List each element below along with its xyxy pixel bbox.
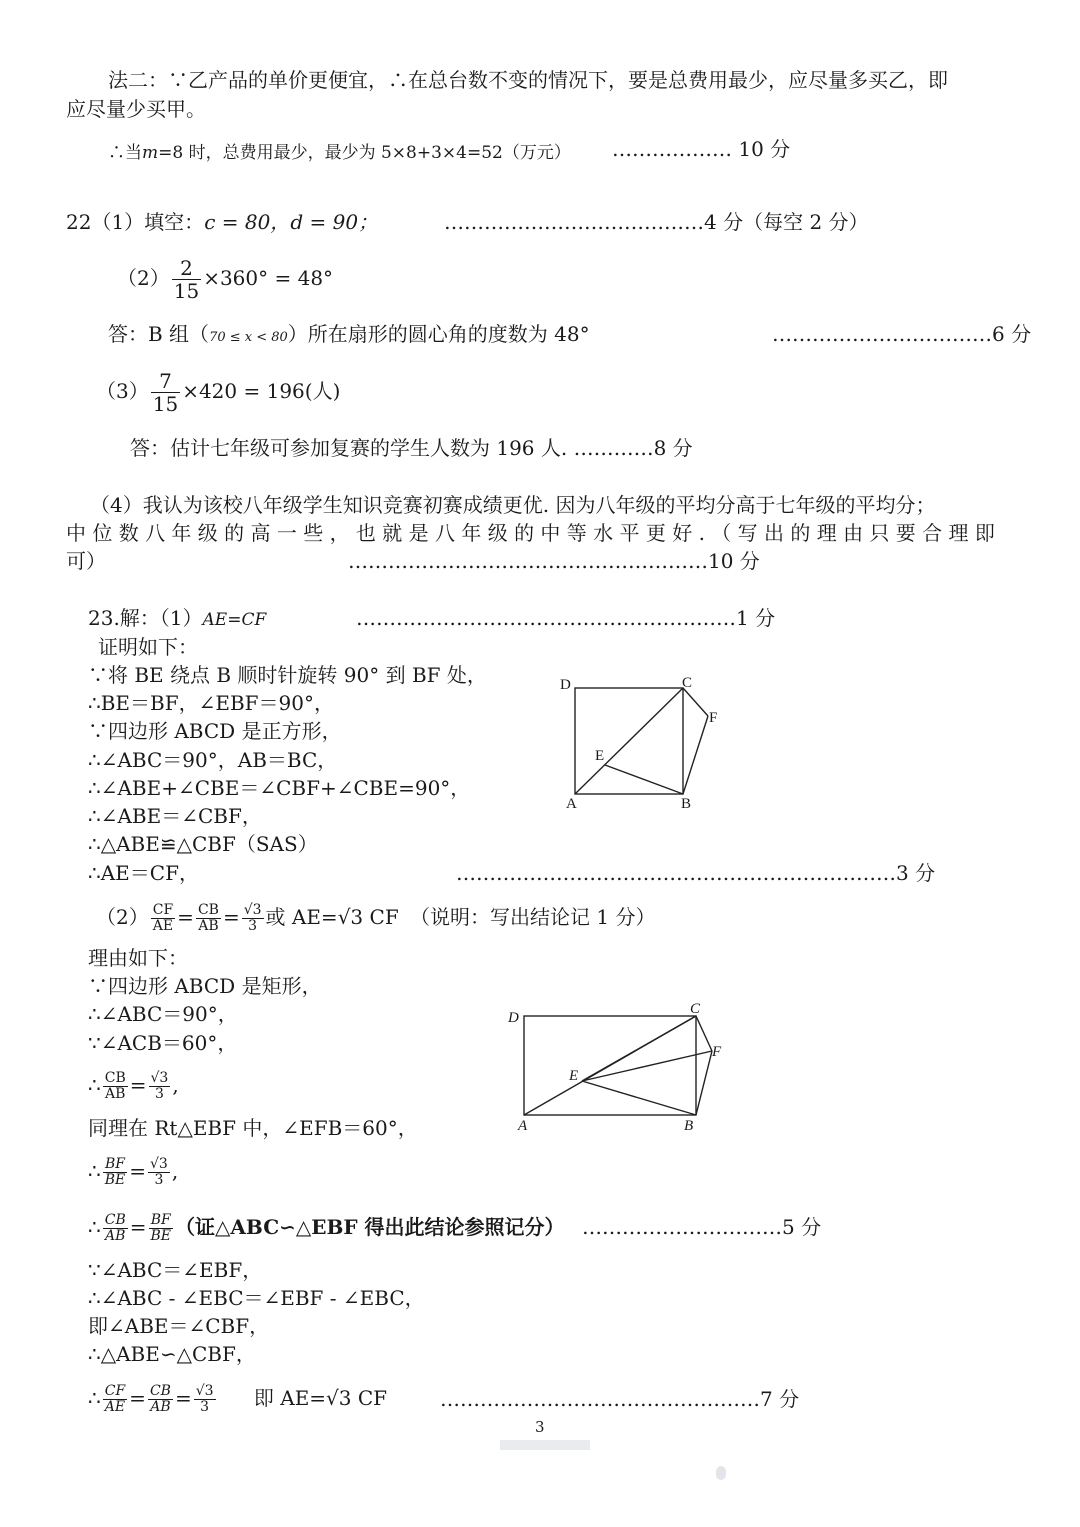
fig2-label-d: D <box>508 1010 519 1026</box>
fig1-label-d: D <box>560 677 571 693</box>
q22-part4-score: ………………………………………………10 分 <box>348 549 760 573</box>
q23-head-score: …………………………………………………1 分 <box>356 606 776 630</box>
method2-line3: ∴当m=8 时，总费用最少，最少为 5×8+3×4=52（万元） <box>108 143 571 163</box>
q23-s4: ∴∠ABC＝90°，AB＝BC， <box>88 748 338 772</box>
method2-line2: 应尽量少买甲。 <box>66 97 206 121</box>
fig1-label-f: F <box>709 710 718 726</box>
page-number: 3 <box>535 1418 545 1436</box>
q22-part2-answer: 答：B 组（70 ≤ x < 80）所在扇形的圆心角的度数为 48° <box>108 322 590 346</box>
q23-s7: ∴△ABE≌△CBF（SAS） <box>88 832 318 856</box>
q23-r5: 同理在 Rt△EBF 中，∠EFB＝60°， <box>88 1116 418 1140</box>
method2-score: ……………… 10 分 <box>612 137 791 161</box>
fig1-label-c: C <box>682 675 693 691</box>
q23-r9: ∴∠ABC - ∠EBC＝∠EBF - ∠EBC， <box>88 1286 425 1310</box>
rectangle-figure <box>502 1000 738 1136</box>
fig2-label-f: F <box>712 1044 722 1060</box>
q22-part4-line2: 中 位 数 八 年 级 的 高 一 些 ， 也 就 是 八 年 级 的 中 等 水 平 更 好 . （ 写 出 的 理 由 只 要 合 理 即 <box>66 521 995 545</box>
fig2-label-b: B <box>684 1118 694 1134</box>
q23-part2-result: （2） $\frac{CF}{AE}$ = $\frac{CB}{AB}$ = $\frac{√3}{3}$ 或 AE=√3 CF <box>96 901 399 934</box>
q23-proof-intro: 证明如下： <box>98 635 198 659</box>
q23-r11: ∴△ABE∽△CBF， <box>88 1342 256 1366</box>
q23-r7: ∴ $\frac{CB}{AB}$ = $\frac{BF}{BE}$ （证△ABC∽△EBF 得出此结论参照记分） <box>88 1211 565 1244</box>
fig2-label-c: C <box>690 1001 701 1017</box>
q23-s5: ∴∠ABE+∠CBE＝∠CBF+∠CBE=90°， <box>88 776 471 800</box>
watermark-smudge <box>500 1440 590 1450</box>
q23-r6: ∴ $\frac{BF}{BE}$ = $\frac{√3}{3}$ , <box>88 1155 179 1188</box>
q22-part1-score: …………………………………4 分（每空 2 分） <box>444 210 869 234</box>
q22-part2-formula: （2） $\frac{2}{15}$ ×360° = 48° <box>117 256 334 303</box>
q23-r12: ∴ $\frac{CF}{AE}$ = $\frac{CB}{AB}$ = $\frac{√3}{3}$ 即 AE=√3 CF <box>88 1382 388 1415</box>
q22-part4-line3: 可） <box>66 549 106 573</box>
q23-r3: ∵∠ACB＝60°， <box>88 1031 238 1055</box>
q23-s6: ∴∠ABE＝∠CBF， <box>88 804 262 828</box>
q23-r7-score: …………………………5 分 <box>582 1215 822 1239</box>
q23-r2: ∴∠ABC＝90°， <box>88 1002 238 1026</box>
q23-head: 23.解：（1）AE=CF <box>88 606 267 630</box>
method2-line1: 法二：∵乙产品的单价更便宜，∴在总台数不变的情况下，要是总费用最少，应尽量多买乙，即 <box>108 68 948 92</box>
q23-s8-score: …………………………………………………………3 分 <box>456 861 936 885</box>
fig2-label-e: E <box>569 1068 579 1084</box>
q23-s8: ∴AE＝CF， <box>88 861 199 885</box>
q22-part2-score: ……………………………6 分 <box>772 322 1032 346</box>
q23-r10: 即∠ABE＝∠CBF， <box>88 1314 270 1338</box>
q22-part3-formula: （3） $\frac{7}{15}$ ×420 = 196(人) <box>96 369 341 416</box>
fig2-label-a: A <box>518 1118 528 1134</box>
q23-s2: ∴BE＝BF，∠EBF＝90°， <box>88 691 334 715</box>
fig1-label-a: A <box>566 796 577 812</box>
q22-part1: 22（1）填空：c = 80，d = 90； <box>66 210 379 234</box>
fig1-label-b: B <box>681 796 692 812</box>
q23-s1: ∵将 BE 绕点 B 顺时针旋转 90° 到 BF 处， <box>88 663 487 687</box>
q23-s3: ∵四边形 ABCD 是正方形， <box>88 719 342 743</box>
q23-r1: ∵四边形 ABCD 是矩形， <box>88 974 322 998</box>
scan-dot <box>716 1466 726 1480</box>
q23-reason-intro: 理由如下： <box>88 946 188 970</box>
fig1-label-e: E <box>595 748 605 764</box>
q23-r8: ∵∠ABC＝∠EBF， <box>88 1258 263 1282</box>
q23-part2-note: （说明：写出结论记 1 分） <box>410 905 656 929</box>
square-figure <box>552 672 732 812</box>
q23-r12-score: …………………………………………7 分 <box>440 1387 800 1411</box>
q22-part4-line1: （4）我认为该校八年级学生知识竞赛初赛成绩更优. 因为八年级的平均分高于七年级的平均分； <box>90 493 936 517</box>
q22-part3-answer: 答：估计七年级可参加复赛的学生人数为 196 人. …………8 分 <box>130 436 693 460</box>
q23-r4: ∴ $\frac{CB}{AB}$ = $\frac{√3}{3}$ , <box>88 1069 179 1102</box>
